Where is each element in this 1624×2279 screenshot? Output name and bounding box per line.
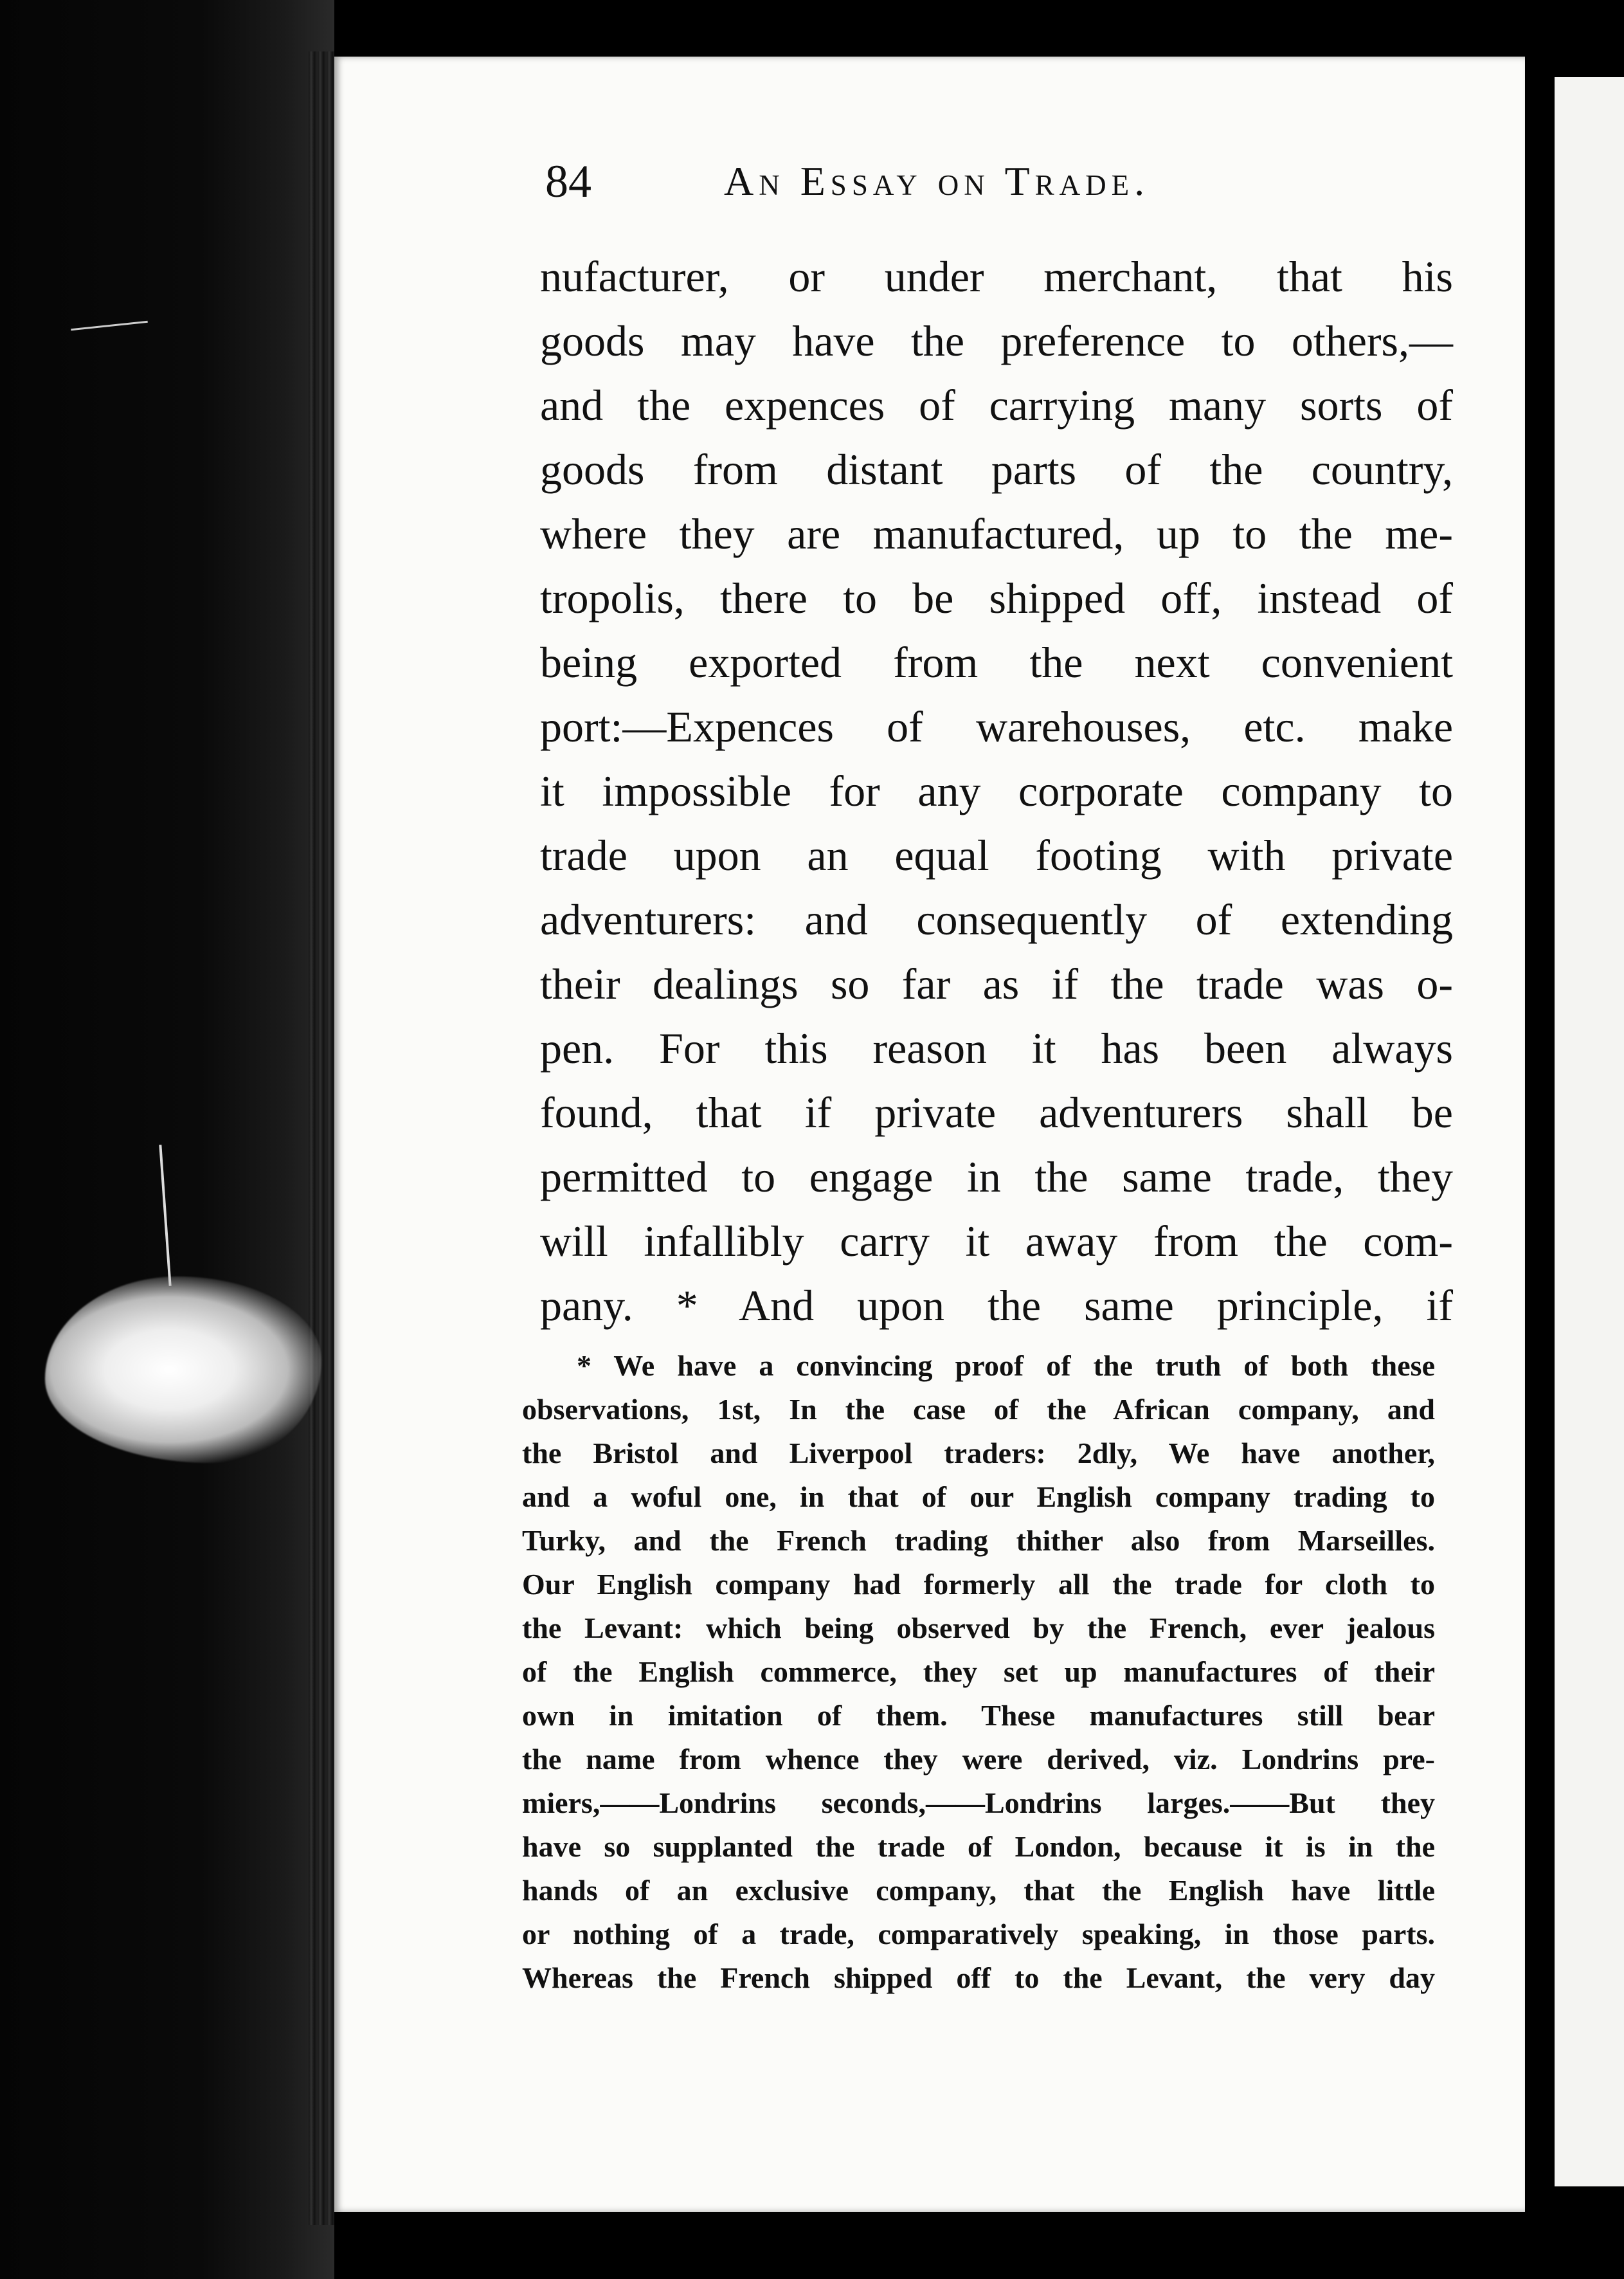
- footnote-line: miers,——Londrins seconds,——Londrins larges.——But they: [522, 1786, 1435, 1819]
- body-line: it impossible for any corporate company to: [540, 767, 1453, 815]
- scan-gap-right: [1525, 0, 1555, 2279]
- body-line: will infallibly carry it away from the com-: [540, 1217, 1453, 1266]
- body-text: [540, 244, 1453, 1338]
- footnote-line: hands of an exclusive company, that the English have little: [522, 1874, 1435, 1907]
- page-gutter-edge: [309, 51, 334, 2225]
- body-line: port:—Expences of warehouses, etc. make: [540, 702, 1453, 751]
- footnote-line: or nothing of a trade, comparatively speaking, in those parts.: [522, 1918, 1435, 1950]
- footnote: [522, 1344, 1435, 2000]
- running-title: An Essay on Trade.: [724, 158, 1150, 204]
- footnote-line: Our English company had formerly all the trade for cloth to: [522, 1568, 1435, 1601]
- page-number: 84: [545, 156, 591, 207]
- body-line: trade upon an equal footing with private: [540, 831, 1453, 880]
- body-line: pany. * And upon the same principle, if: [540, 1281, 1453, 1330]
- scan-background-left: [0, 0, 334, 2279]
- body-line: nufacturer, or under merchant, that his: [540, 252, 1453, 301]
- footnote-line: Whereas the French shipped off to the Levant, the very day: [522, 1961, 1435, 1994]
- body-line: being exported from the next convenient: [540, 638, 1453, 687]
- footnote-line: and a woful one, in that of our English company trading to: [522, 1480, 1435, 1513]
- body-line: and the expences of carrying many sorts of: [540, 381, 1453, 430]
- footnote-line: of the English commerce, they set up manufactures of their: [522, 1655, 1435, 1688]
- body-line: found, that if private adventurers shall be: [540, 1088, 1453, 1137]
- body-line: goods may have the preference to others,—: [540, 316, 1453, 365]
- body-line: tropolis, there to be shipped off, instead of: [540, 574, 1453, 622]
- footnote-line: Turky, and the French trading thither also from Marseilles.: [522, 1524, 1435, 1557]
- footnote-line: the name from whence they were derived, viz. Londrins pre-: [522, 1743, 1435, 1775]
- page-header: [545, 149, 1304, 213]
- body-line: adventurers: and consequently of extending: [540, 895, 1453, 944]
- footnote-line: the Bristol and Liverpool traders: 2dly, We have another,: [522, 1437, 1435, 1469]
- body-line: permitted to engage in the same trade, they: [540, 1152, 1453, 1201]
- body-line: goods from distant parts of the country,: [540, 445, 1453, 494]
- facing-page-edge: [1555, 77, 1624, 2186]
- body-line: where they are manufactured, up to the me-: [540, 509, 1453, 558]
- footnote-line: * We have a convincing proof of the truth of both these: [577, 1349, 1435, 1382]
- footnote-line: observations, 1st, In the case of the African company, and: [522, 1393, 1435, 1426]
- body-line: their dealings so far as if the trade was o-: [540, 959, 1453, 1008]
- footnote-line: have so supplanted the trade of London, because it is in the: [522, 1830, 1435, 1863]
- footnote-line: own in imitation of them. These manufactures still bear: [522, 1699, 1435, 1732]
- footnote-line: the Levant: which being observed by the French, ever jealous: [522, 1612, 1435, 1644]
- body-line: pen. For this reason it has been always: [540, 1024, 1453, 1073]
